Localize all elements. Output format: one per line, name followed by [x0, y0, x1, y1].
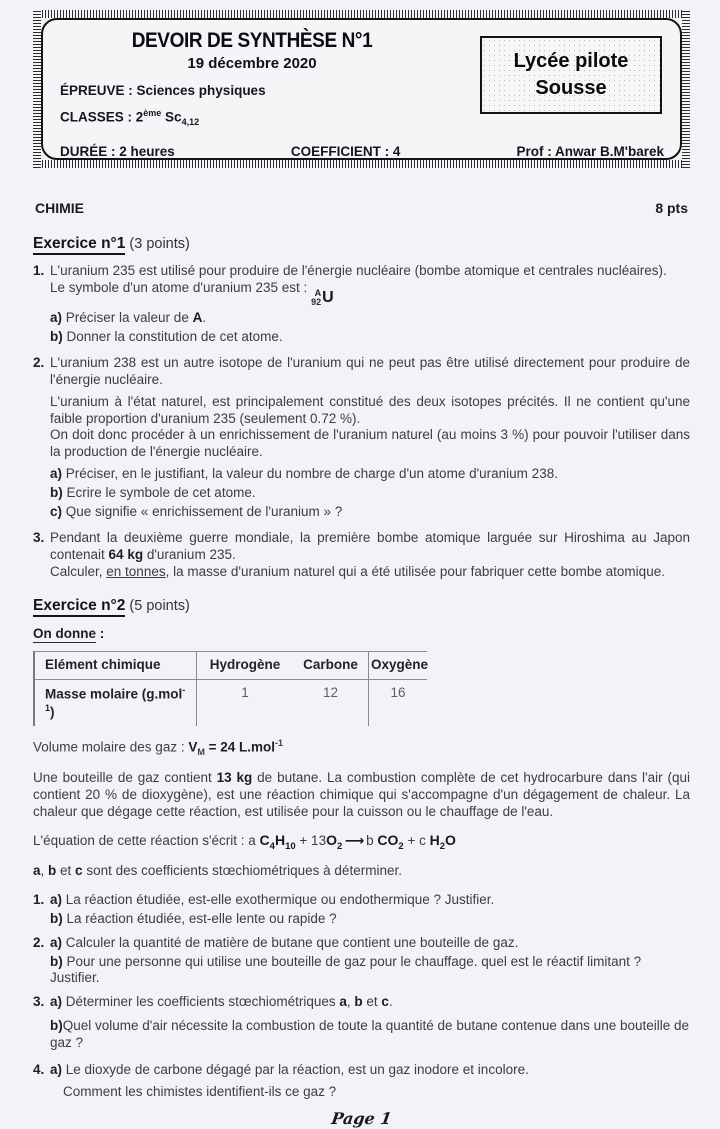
separator: et	[56, 863, 76, 879]
vm-value: = 24 L.mol	[204, 739, 276, 755]
question-number: 1.	[33, 891, 45, 907]
subquestion-label: b)	[50, 953, 63, 969]
subquestion-text: Que signifie « enrichissement de l'uranium » ?	[62, 503, 343, 519]
vm-subscript: M	[197, 747, 205, 758]
formula-CO: CO	[377, 832, 399, 849]
separator: ,	[346, 994, 355, 1010]
subquestion-label: a)	[50, 891, 63, 907]
subquestion-text: Préciser, en le justifiant, la valeur du nombre de charge d'un atome d'uranium 238.	[62, 466, 558, 482]
ex1-question1	[33, 263, 690, 346]
formula-CO-subscript: 2	[398, 841, 404, 853]
epreuve-line: ÉPREUVE : Sciences physiques	[60, 82, 266, 98]
reaction-arrow-icon: ⟶	[342, 833, 367, 849]
paragraph-text-end: de butane. La combustion complète de cet hydrocarbure dans l'air (qui contient 20 % de dioxygène), est une réaction chimique qui s'accompagne d'un dégagement de chaleur. La chaleur que dégage cette réaction, est utilisée pour la cuisson ou le chauffage de l'eau.	[33, 769, 690, 819]
coef-b: b	[354, 994, 363, 1010]
symbol-intro-text: Le symbole d'un atome d'uranium 235 est :	[50, 279, 312, 295]
table-row-label	[35, 680, 197, 727]
ex2-question2	[33, 935, 690, 988]
question-number: 3.	[33, 529, 45, 545]
ex2-question1	[33, 892, 690, 928]
period: .	[388, 994, 393, 1010]
table-header-oxygen: Oxygène	[371, 656, 429, 672]
exam-header	[33, 10, 690, 168]
reaction-equation-line	[33, 832, 690, 853]
subquestion-b	[50, 485, 690, 502]
exam-title: DEVOIR DE SYNTHÈSE N°1	[131, 29, 373, 53]
bold-64kg: 64 kg	[108, 546, 144, 562]
coef-c: c	[75, 863, 83, 879]
subquestion-a	[50, 1062, 690, 1079]
mass-and-charge-numbers	[311, 289, 321, 308]
butane-paragraph	[33, 770, 690, 821]
subquestion-b	[50, 1018, 690, 1052]
equation-plus1: + 13	[295, 833, 327, 849]
bold-13kg: 13 kg	[216, 769, 253, 785]
molar-volume-text: Volume molaire des gaz :	[33, 739, 189, 755]
formula-O-subscript: 2	[336, 841, 343, 853]
subquestion-text: La réaction étudiée, est-elle lente ou rapide ?	[62, 910, 337, 926]
table-header-hydrogen: Hydrogène	[209, 656, 281, 672]
question-number: 3.	[33, 994, 45, 1010]
ex1-question2	[33, 355, 690, 521]
subquestion-b	[50, 911, 690, 928]
row-label-superscript: -1	[45, 684, 186, 713]
subquestion-label: b)	[50, 485, 63, 501]
formula-water	[429, 832, 456, 853]
subquestion-a	[50, 994, 690, 1011]
subquestion-a	[50, 935, 690, 952]
coefficient-label: COEFFICIENT : 4	[290, 143, 401, 159]
question-number: 2.	[33, 354, 45, 370]
school-name-box	[480, 36, 662, 114]
subquestion-label: a)	[50, 994, 63, 1010]
on-donne-line	[33, 626, 690, 643]
subquestion-b	[50, 329, 690, 346]
subquestion-label: a)	[50, 934, 63, 950]
subquestion-text: Quel volume d'air nécessite la combustion de toute la quantité de butane contenue dans une bouteille de gaz ?	[50, 1018, 690, 1051]
subquestion-label: b)	[50, 910, 63, 926]
exam-date: 19 décembre 2020	[187, 54, 317, 72]
formula-co2	[377, 832, 404, 853]
uranium-symbol-line	[50, 280, 690, 308]
formula-H2O-H: H	[429, 832, 440, 849]
table-header-element: Elément chimique	[35, 652, 197, 679]
subquestion-text: La réaction étudiée, est-elle exothermique ou endothermique ? Justifier.	[62, 891, 495, 907]
exercise1-heading	[33, 234, 690, 253]
coef-a: a	[339, 994, 347, 1010]
question-number: 1.	[33, 262, 45, 278]
page-number: Page 1	[330, 1108, 393, 1128]
header-inner-box	[41, 18, 682, 160]
prof-label: Prof : Anwar B.M'barek	[516, 143, 664, 159]
duree-label: DURÉE : 2 heures	[60, 143, 175, 159]
classes-subscript: 4,12	[181, 117, 200, 128]
question-paragraph	[50, 564, 690, 581]
section-points: 8 pts	[655, 200, 688, 216]
subquestion-text: Ecrire le symbole de cet atome.	[62, 485, 256, 501]
header-bottom-row	[60, 144, 666, 161]
exercise1-points: (3 points)	[125, 235, 190, 252]
question-text-end: , la masse d'uranium naturel qui a été utilisée pour fabriquer cette bombe atomique.	[165, 563, 665, 579]
table-value-row	[35, 680, 427, 727]
exercise2-title: Exercice n°2	[33, 597, 125, 617]
subquestion-label: a)	[50, 310, 63, 326]
header-hatch-border-top	[33, 10, 690, 18]
exercise2-heading	[33, 596, 690, 615]
mass-number-A: A	[314, 287, 322, 298]
section-title: CHIMIE	[35, 200, 84, 216]
underlined-en-tonnes: en tonnes	[106, 563, 166, 579]
subquestion-text: Préciser la valeur de	[62, 310, 193, 326]
subquestion-label: b)	[50, 329, 63, 345]
formula-H2O-O: O	[445, 832, 456, 849]
vm-symbol: V	[188, 739, 198, 755]
separator: ,	[40, 863, 49, 879]
question-text: Calculer,	[50, 563, 107, 579]
subquestion-b	[50, 954, 690, 988]
bold-A: A	[192, 310, 203, 326]
coef-a: a	[33, 863, 41, 879]
on-donne-colon: :	[96, 625, 105, 641]
on-donne-label: On donne	[33, 625, 96, 641]
classes-label: CLASSES : 2	[60, 109, 144, 125]
question-paragraph: L'uranium 238 est un autre isotope de l'uranium qui ne peut pas être utilisé directement pour produire de l'énergie nucléaire.	[50, 354, 690, 387]
subquestion-text: Déterminer les coefficients stœchiométriques	[62, 994, 340, 1010]
ex1-question3	[33, 530, 690, 581]
school-name-line2: Sousse	[535, 77, 607, 99]
classes-superscript: ème	[143, 108, 162, 119]
formula-butane	[259, 832, 296, 853]
equation-intro: L'équation de cette réaction s'écrit : a	[33, 833, 260, 849]
header-hatch-border-bottom	[33, 160, 690, 168]
question-text-end: d'uranium 235.	[143, 546, 236, 562]
formula-H: H	[274, 832, 286, 849]
subquestion-text: Pour une personne qui utilise une bouteille de gaz pour le chauffage. quel est le réactif limitant ? Justifier.	[50, 953, 642, 986]
formula-C-subscript: 4	[269, 841, 275, 853]
abc-coefficients-line	[33, 863, 690, 880]
equation-plus2: + c	[403, 833, 430, 849]
table-header-carbon: Carbone	[293, 652, 369, 679]
question-paragraph: On doit donc procéder à un enrichissement de l'uranium naturel (au moins 3 %) pour pouvoir l'utiliser dans la production de l'énergie nucléaire.	[50, 427, 690, 460]
hydrogen-molar-mass: 1	[241, 684, 249, 700]
section-header-row	[35, 200, 688, 218]
subquestion-label: a)	[50, 466, 63, 482]
subquestion-label: c)	[50, 503, 63, 519]
question-number: 4.	[33, 1061, 45, 1077]
formula-H-subscript: 10	[285, 841, 296, 853]
exercise2-points: (5 points)	[125, 598, 190, 615]
coefficients-text: sont des coefficients stœchiométriques à déterminer.	[82, 863, 402, 879]
row-label-text: Masse molaire (g.mol	[45, 686, 183, 702]
subquestion-text: Donner la constitution de cet atome.	[62, 329, 283, 345]
question-text: Pendant la deuxième guerre mondiale, la première bombe atomique larguée sur Hiroshima au Japon contenait	[50, 529, 690, 562]
header-title-block	[57, 28, 447, 74]
subquestion-continuation: Comment les chimistes identifient-ils ce gaz ?	[63, 1083, 337, 1099]
element-symbol-U: U	[322, 289, 334, 307]
formula-dioxygen	[326, 832, 343, 853]
exercise1-title: Exercice n°1	[33, 235, 125, 255]
coefficient-b: b	[366, 833, 378, 849]
formula-C: C	[259, 832, 270, 849]
question-text: L'uranium 235 est utilisé pour produire de l'énergie nucléaire (bombe atomique et centrales nucléaires).	[50, 262, 667, 278]
carbon-molar-mass: 12	[293, 680, 369, 727]
question-paragraph: L'uranium à l'état naturel, est principalement constitué des deux isotopes précités. Il ne contient qu'une faible proportion d'uranium 235 (seulement 0.72 %).	[50, 393, 690, 426]
ex2-question4	[33, 1062, 690, 1101]
molar-volume-line	[33, 738, 690, 758]
header-hatch-border-left	[33, 10, 41, 168]
paragraph-text: Une bouteille de gaz contient	[33, 769, 217, 785]
subquestion-a	[50, 892, 690, 909]
charge-number-92: 92	[311, 297, 322, 308]
formula-H2O-subscript: 2	[439, 841, 445, 853]
coef-c: c	[381, 994, 389, 1010]
subquestion-a	[50, 466, 690, 483]
school-name-line1: Lycée pilote	[513, 50, 629, 72]
subquestion-text: Le dioxyde de carbone dégagé par la réaction, est un gaz inodore et incolore.	[62, 1061, 529, 1077]
molar-mass-table	[33, 651, 427, 727]
oxygen-molar-mass: 16	[390, 684, 406, 700]
subquestion-label: b)	[50, 1018, 63, 1034]
subquestion-text: Calculer la quantité de matière de butane que contient une bouteille de gaz.	[62, 934, 519, 950]
row-label-close: )	[50, 704, 55, 720]
coef-b: b	[48, 863, 57, 879]
ex2-question3	[33, 994, 690, 1052]
subquestion-label: a)	[50, 1061, 63, 1077]
subquestion-c	[50, 504, 690, 521]
uranium-nuclide-symbol	[311, 288, 334, 308]
classes-sc: Sc	[161, 109, 182, 125]
question-paragraph	[50, 530, 690, 564]
formula-O: O	[326, 832, 337, 849]
subquestion-text-end: .	[202, 310, 207, 326]
question-number: 2.	[33, 934, 45, 950]
table-header-row	[35, 652, 427, 680]
subquestion-a	[50, 310, 690, 327]
vm-superscript: -1	[275, 738, 284, 749]
header-hatch-border-right	[682, 10, 690, 168]
separator: et	[362, 994, 382, 1010]
